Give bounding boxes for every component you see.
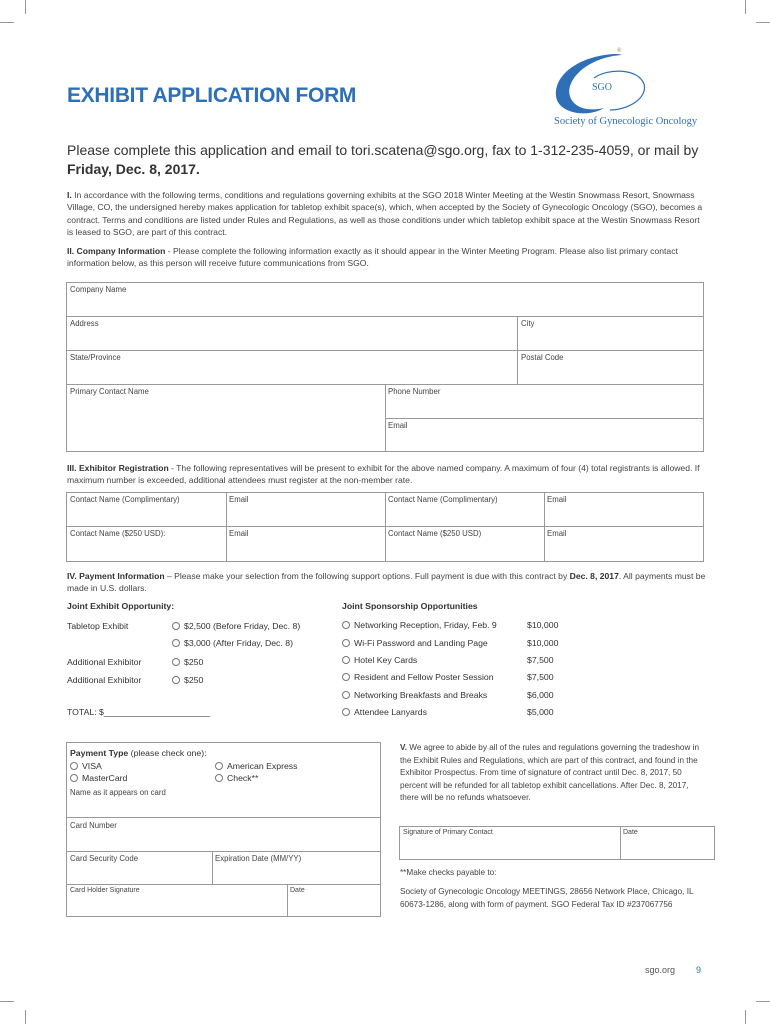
section-3 xyxy=(67,462,707,487)
additional-exhibitor-option[interactable] xyxy=(172,675,203,685)
divider xyxy=(517,316,518,384)
city-field[interactable]: City xyxy=(521,319,535,328)
divider xyxy=(287,884,288,916)
section-2 xyxy=(67,245,707,270)
address-field[interactable]: Address xyxy=(70,319,99,328)
divider xyxy=(226,493,227,561)
section-1-label: I. xyxy=(67,190,72,200)
email-field[interactable]: Email xyxy=(388,421,408,430)
mastercard-option[interactable] xyxy=(70,773,127,783)
phone-field[interactable]: Phone Number xyxy=(388,387,441,396)
contact-complimentary-field[interactable]: Contact Name (Complimentary) xyxy=(388,495,498,504)
registration-box xyxy=(66,492,704,562)
page-number: 9 xyxy=(696,965,702,975)
company-info-box xyxy=(66,282,704,452)
radio-icon xyxy=(172,639,180,647)
logo-name: Society of Gynecologic Oncology xyxy=(554,116,698,127)
option-label: VISA xyxy=(82,761,102,771)
intro-body: Please complete this application and email to tori.scatena@sgo.org, fax to 1-312-235-4059, or mail by xyxy=(67,142,699,158)
checks-payable-label: **Make checks payable to: xyxy=(400,868,497,877)
page-title: EXHIBIT APPLICATION FORM xyxy=(67,84,357,107)
crop-mark xyxy=(25,1010,26,1024)
divider xyxy=(385,418,703,419)
intro-text xyxy=(67,141,707,179)
primary-signature-field[interactable]: Signature of Primary Contact xyxy=(403,829,493,836)
section-4-text: . All payments must be made in U.S. dollars. xyxy=(67,571,706,594)
additional-exhibitor-label: Additional Exhibitor xyxy=(67,675,142,685)
signature-date-field[interactable]: Date xyxy=(290,887,305,894)
divider xyxy=(385,384,386,451)
additional-exhibitor-option[interactable] xyxy=(172,657,203,667)
tabletop-after-option[interactable] xyxy=(172,638,293,648)
email-field[interactable]: Email xyxy=(229,495,249,504)
radio-icon xyxy=(342,708,350,716)
primary-signature-date-field[interactable]: Date xyxy=(623,829,638,836)
option-label: $3,000 (After Friday, Dec. 8) xyxy=(184,638,293,648)
radio-icon xyxy=(70,774,78,782)
sponsorship-price: $10,000 xyxy=(527,638,559,648)
section-2-text: - Please complete the following information exactly as it should appear in the Winter Meeting Program. Please also list primary contact information below, as this person will receive future communications from SGO. xyxy=(67,246,678,269)
divider xyxy=(67,316,703,317)
radio-icon xyxy=(342,673,350,681)
option-label: Hotel Key Cards xyxy=(354,655,418,665)
radio-icon xyxy=(70,762,78,770)
sponsorship-option[interactable] xyxy=(342,620,497,630)
sponsorship-option[interactable] xyxy=(342,707,427,717)
sponsorship-option[interactable] xyxy=(342,690,487,700)
email-field[interactable]: Email xyxy=(229,529,249,538)
divider xyxy=(212,851,213,884)
registered-mark: ® xyxy=(617,48,622,54)
sponsorship-price: $5,000 xyxy=(527,707,554,717)
holder-signature-field[interactable]: Card Holder Signature xyxy=(70,887,140,894)
name-on-card-field[interactable]: Name as it appears on card xyxy=(70,788,166,797)
security-code-field[interactable]: Card Security Code xyxy=(70,854,139,863)
crop-mark xyxy=(745,1010,746,1024)
crop-mark xyxy=(745,0,746,14)
crop-mark xyxy=(756,22,770,23)
tabletop-before-option[interactable] xyxy=(172,621,300,631)
section-4-text: – Please make your selection from the following support options. Full payment is due with this contract by xyxy=(164,571,570,581)
additional-exhibitor-label: Additional Exhibitor xyxy=(67,657,142,667)
section-3-text: - The following representatives will be present to exhibit for the above named company. A maximum of four (4) total registrants is allowed. If maximum number is exceeded, additional attendees must register at the non-member rate. xyxy=(67,463,700,486)
check-option[interactable] xyxy=(215,773,258,783)
section-3-label: III. Exhibitor Registration xyxy=(67,463,169,473)
option-label: Resident and Fellow Poster Session xyxy=(354,672,494,682)
email-field[interactable]: Email xyxy=(547,495,567,504)
divider xyxy=(385,493,386,561)
expiration-field[interactable]: Expiration Date (MM/YY) xyxy=(215,854,302,863)
company-name-field[interactable]: Company Name xyxy=(70,285,127,294)
payment-type-hint: (please check one): xyxy=(128,748,207,758)
payment-type-label xyxy=(70,748,207,758)
option-label: Attendee Lanyards xyxy=(354,707,427,717)
logo-acronym: SGO xyxy=(592,82,613,93)
crop-mark xyxy=(0,22,14,23)
tabletop-exhibit-label: Tabletop Exhibit xyxy=(67,621,129,631)
total-field[interactable]: TOTAL: $______________________ xyxy=(67,707,211,717)
divider xyxy=(67,851,380,852)
sponsorship-option[interactable] xyxy=(342,672,494,682)
email-field[interactable]: Email xyxy=(547,529,567,538)
radio-icon xyxy=(342,656,350,664)
option-label: MasterCard xyxy=(82,773,128,783)
option-label: Wi-Fi Password and Landing Page xyxy=(354,638,488,648)
radio-icon xyxy=(172,622,180,630)
option-label: $250 xyxy=(184,657,204,667)
amex-option[interactable] xyxy=(215,761,298,771)
contact-complimentary-field[interactable]: Contact Name (Complimentary) xyxy=(70,495,180,504)
option-label: Networking Reception, Friday, Feb. 9 xyxy=(354,620,497,630)
sponsorship-price: $10,000 xyxy=(527,620,559,630)
sponsorship-price: $7,500 xyxy=(527,672,554,682)
section-5-text: We agree to abide by all of the rules and regulations governing the tradeshow in the Exhibit Rules and Regulations, which are part of this contract, and found in the Exhibitor Prospectus. From time of signature of contract until Dec. 8, 2017, 50 percent will be refunded for all tabletop exhibit cancellations. After Dec. 8, 2017, there will be no refunds whatsoever. xyxy=(400,743,700,802)
option-label: $250 xyxy=(184,675,204,685)
primary-contact-field[interactable]: Primary Contact Name xyxy=(70,387,149,396)
divider xyxy=(67,884,380,885)
option-label: American Express xyxy=(227,761,298,771)
visa-option[interactable] xyxy=(70,761,102,771)
radio-icon xyxy=(342,621,350,629)
divider xyxy=(67,817,380,818)
sponsorship-option[interactable] xyxy=(342,655,417,665)
section-5-label: V. xyxy=(400,743,407,752)
radio-icon xyxy=(342,691,350,699)
joint-exhibit-header: Joint Exhibit Opportunity: xyxy=(67,601,175,611)
section-2-label: II. Company Information xyxy=(67,246,166,256)
crop-mark xyxy=(0,1001,14,1002)
checks-address: Society of Gynecologic Oncology MEETINGS, 28656 Network Place, Chicago, IL 60673-1286, along with form of payment. SGO Federal Tax ID #237067756 xyxy=(400,887,694,909)
section-4-label: IV. Payment Information xyxy=(67,571,165,581)
crop-mark xyxy=(756,1001,770,1002)
divider xyxy=(67,350,703,351)
divider xyxy=(544,493,545,561)
signature-box xyxy=(399,826,715,860)
option-label: Check** xyxy=(227,773,259,783)
section-1-text: In accordance with the following terms, conditions and regulations governing exhibits at the SGO 2018 Winter Meeting at the Westin Snowmass Resort, Snowmass Village, CO, the undersigned hereby makes application for tabletop exhibit space(s), which, when accepted by the Society of Gynecologic Oncology (SGO), becomes a contract. Terms and conditions are listed under Rules and Regulations, as well as those conditions under which tabletop exhibit space at the Westin Snowmass Resort is leased to SGO, are part of this contract. xyxy=(67,190,703,238)
joint-sponsorship-header: Joint Sponsorship Opportunities xyxy=(342,601,478,611)
sponsorship-option[interactable] xyxy=(342,638,488,648)
radio-icon xyxy=(172,676,180,684)
contact-paid-field[interactable]: Contact Name ($250 USD): xyxy=(70,529,166,538)
postal-code-field[interactable]: Postal Code xyxy=(521,353,564,362)
section-4-deadline: Dec. 8, 2017 xyxy=(569,571,619,581)
contact-paid-field[interactable]: Contact Name ($250 USD) xyxy=(388,529,482,538)
intro-deadline: Friday, Dec. 8, 2017. xyxy=(67,161,200,177)
option-label: $2,500 (Before Friday, Dec. 8) xyxy=(184,621,301,631)
sponsorship-price: $6,000 xyxy=(527,690,554,700)
payment-type-title: Payment Type xyxy=(70,748,129,758)
radio-icon xyxy=(342,639,350,647)
option-label: Networking Breakfasts and Breaks xyxy=(354,690,488,700)
card-number-field[interactable]: Card Number xyxy=(70,821,117,830)
section-1 xyxy=(67,189,707,239)
payment-box xyxy=(66,742,381,917)
section-4 xyxy=(67,570,707,595)
state-field[interactable]: State/Province xyxy=(70,353,121,362)
divider xyxy=(620,827,621,859)
sgo-logo xyxy=(548,48,698,132)
section-5 xyxy=(400,742,705,805)
radio-icon xyxy=(215,762,223,770)
sponsorship-price: $7,500 xyxy=(527,655,554,665)
crop-mark xyxy=(25,0,26,14)
radio-icon xyxy=(172,658,180,666)
radio-icon xyxy=(215,774,223,782)
footer-site: sgo.org xyxy=(645,965,676,975)
